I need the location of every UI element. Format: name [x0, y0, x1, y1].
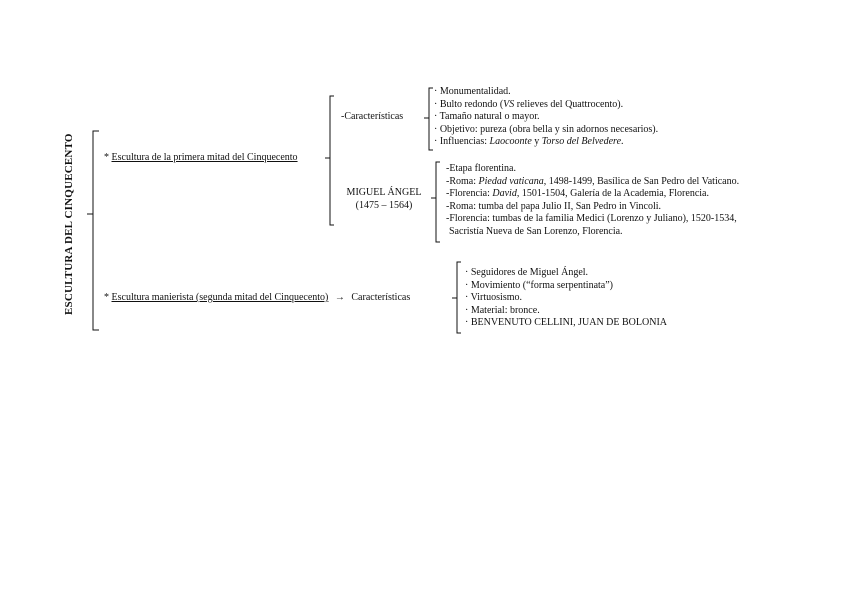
list-item: · Virtuosismo.: [465, 292, 522, 304]
list-item: -Etapa florentina.: [446, 163, 516, 174]
section2-bracket: [452, 262, 461, 333]
section1-bullet: *: [104, 152, 109, 163]
page-title: ESCULTURA DEL CINQUECENTO: [63, 133, 75, 315]
list-item: -Roma: Piedad vaticana, 1498-1499, Basílica de San Pedro del Vaticano.: [446, 175, 740, 187]
section1-label: [104, 152, 298, 165]
list-item: · Objetivo: pureza (obra bella y sin adornos necesarios).: [434, 123, 659, 135]
list-item: · Monumentalidad.: [434, 86, 511, 97]
section2-title: Escultura manierista (segunda mitad del Cinquecento): [111, 292, 329, 303]
miguel-bracket: [431, 162, 440, 242]
miguel-angel-dates: (1475 – 1564): [355, 199, 413, 211]
section2-label: [104, 292, 410, 305]
list-item: -Roma: tumba del papa Julio II, San Pedro in Vincoli.: [446, 200, 662, 212]
list-item: · Seguidores de Miguel Ángel.: [465, 267, 589, 278]
list-item: · Bulto redondo (VS relieves del Quattrocento).: [434, 98, 624, 110]
list-item: Sacristía Nueva de San Lorenzo, Florencia.: [449, 225, 623, 237]
miguel-angel-name: MIGUEL ÁNGEL: [346, 187, 422, 198]
section2-caracteristicas-label: Características: [351, 292, 411, 303]
caracteristicas-label: -Características: [341, 111, 404, 122]
arrow-icon: →: [334, 292, 345, 303]
list-item: · Influencias: Laocoonte y Torso del Belvedere.: [434, 136, 624, 148]
section1-title: Escultura de la primera mitad del Cinquecento: [111, 152, 298, 163]
section2-list: [465, 267, 667, 330]
miguel-angel-block: [341, 187, 427, 212]
main-bracket: [87, 131, 99, 330]
section1-bracket: [325, 96, 334, 225]
list-item: · Movimiento (“forma serpentinata”): [465, 279, 613, 291]
list-item: -Florencia: David, 1501-1504, Galería de la Academia, Florencia.: [446, 188, 709, 200]
list-item: · Material: bronce.: [465, 304, 540, 316]
list-item: · Tamaño natural o mayor.: [434, 111, 540, 123]
list-item: -Florencia: tumbas de la familia Medici (Lorenzo y Juliano), 1520-1534,: [446, 213, 737, 225]
section2-bullet: *: [104, 292, 109, 303]
list-item: · BENVENUTO CELLINI, JUAN DE BOLONIA: [465, 317, 668, 329]
caracteristicas-list: [434, 86, 658, 149]
caracteristicas-bracket: [424, 88, 433, 150]
miguel-angel-list: [446, 163, 739, 239]
